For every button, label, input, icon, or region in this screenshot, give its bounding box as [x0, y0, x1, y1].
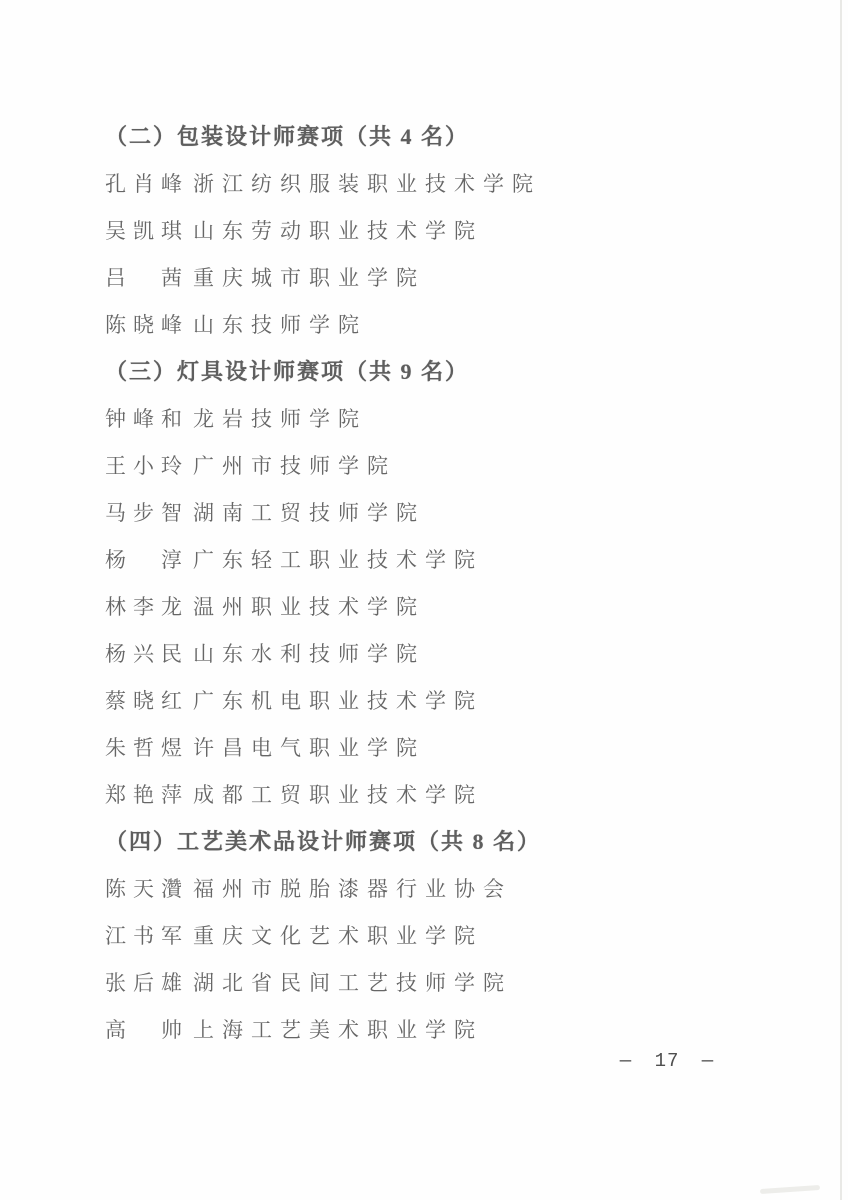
- winner-row: [105, 582, 765, 629]
- winner-name: 吕 茜: [105, 265, 189, 290]
- winner-row: [105, 206, 765, 253]
- winner-row: [105, 253, 765, 300]
- winner-name: 杨 淳: [105, 547, 189, 572]
- winner-row: [105, 535, 765, 582]
- winner-row: [105, 770, 765, 817]
- winner-row: [105, 300, 765, 347]
- winner-name: 杨兴民: [105, 641, 189, 666]
- winner-institution: 山东水利技师学院: [193, 641, 425, 666]
- winner-institution: 重庆城市职业学院: [193, 265, 425, 290]
- winner-name: 钟峰和: [105, 406, 189, 431]
- winner-row: [105, 629, 765, 676]
- winner-institution: 湖南工贸技师学院: [193, 500, 425, 525]
- winner-name: 江书军: [105, 923, 189, 948]
- winner-name: 陈天灒: [105, 876, 189, 901]
- winner-institution: 广东轻工职业技术学院: [193, 547, 483, 572]
- winner-row: [105, 723, 765, 770]
- winner-name: 林李龙: [105, 594, 189, 619]
- page-number: — 17 —: [619, 1050, 715, 1072]
- winner-row: [105, 958, 765, 1005]
- winner-row: [105, 441, 765, 488]
- winner-institution: 湖北省民间工艺技师学院: [193, 970, 512, 995]
- winner-row: [105, 159, 765, 206]
- winner-institution: 山东技师学院: [193, 312, 367, 337]
- winner-name: 马步智: [105, 500, 189, 525]
- section-heading: （四）工艺美术品设计师赛项（共 8 名）: [105, 829, 542, 854]
- winner-row: [105, 911, 765, 958]
- winner-institution: 上海工艺美术职业学院: [193, 1017, 483, 1042]
- winner-name: 张后雄: [105, 970, 189, 995]
- winner-institution: 成都工贸职业技术学院: [193, 782, 483, 807]
- winner-name: 孔肖峰: [105, 171, 189, 196]
- winner-institution: 重庆文化艺术职业学院: [193, 923, 483, 948]
- winner-institution: 广州市技师学院: [193, 453, 396, 478]
- winner-row: [105, 1005, 765, 1052]
- scan-edge-artifact: [840, 0, 842, 1200]
- winner-row: [105, 488, 765, 535]
- winner-name: 王小玲: [105, 453, 189, 478]
- winner-institution: 龙岩技师学院: [193, 406, 367, 431]
- section-heading: （三）灯具设计师赛项（共 9 名）: [105, 359, 470, 384]
- winner-name: 蔡晓红: [105, 688, 189, 713]
- winner-name: 吴凯琪: [105, 218, 189, 243]
- scan-smudge-artifact: [760, 1185, 820, 1194]
- winner-institution: 山东劳动职业技术学院: [193, 218, 483, 243]
- winner-name: 高 帅: [105, 1017, 189, 1042]
- winner-list: [105, 112, 765, 1052]
- winner-row: [105, 676, 765, 723]
- winner-row: [105, 394, 765, 441]
- winner-institution: 许昌电气职业学院: [193, 735, 425, 760]
- winner-institution: 浙江纺织服装职业技术学院: [193, 171, 541, 196]
- winner-institution: 福州市脱胎漆器行业协会: [193, 876, 512, 901]
- winner-name: 郑艳萍: [105, 782, 189, 807]
- winner-name: 陈晓峰: [105, 312, 189, 337]
- winner-name: 朱哲煜: [105, 735, 189, 760]
- winner-institution: 广东机电职业技术学院: [193, 688, 483, 713]
- winner-institution: 温州职业技术学院: [193, 594, 425, 619]
- winner-row: [105, 864, 765, 911]
- section-heading: （二）包装设计师赛项（共 4 名）: [105, 124, 470, 149]
